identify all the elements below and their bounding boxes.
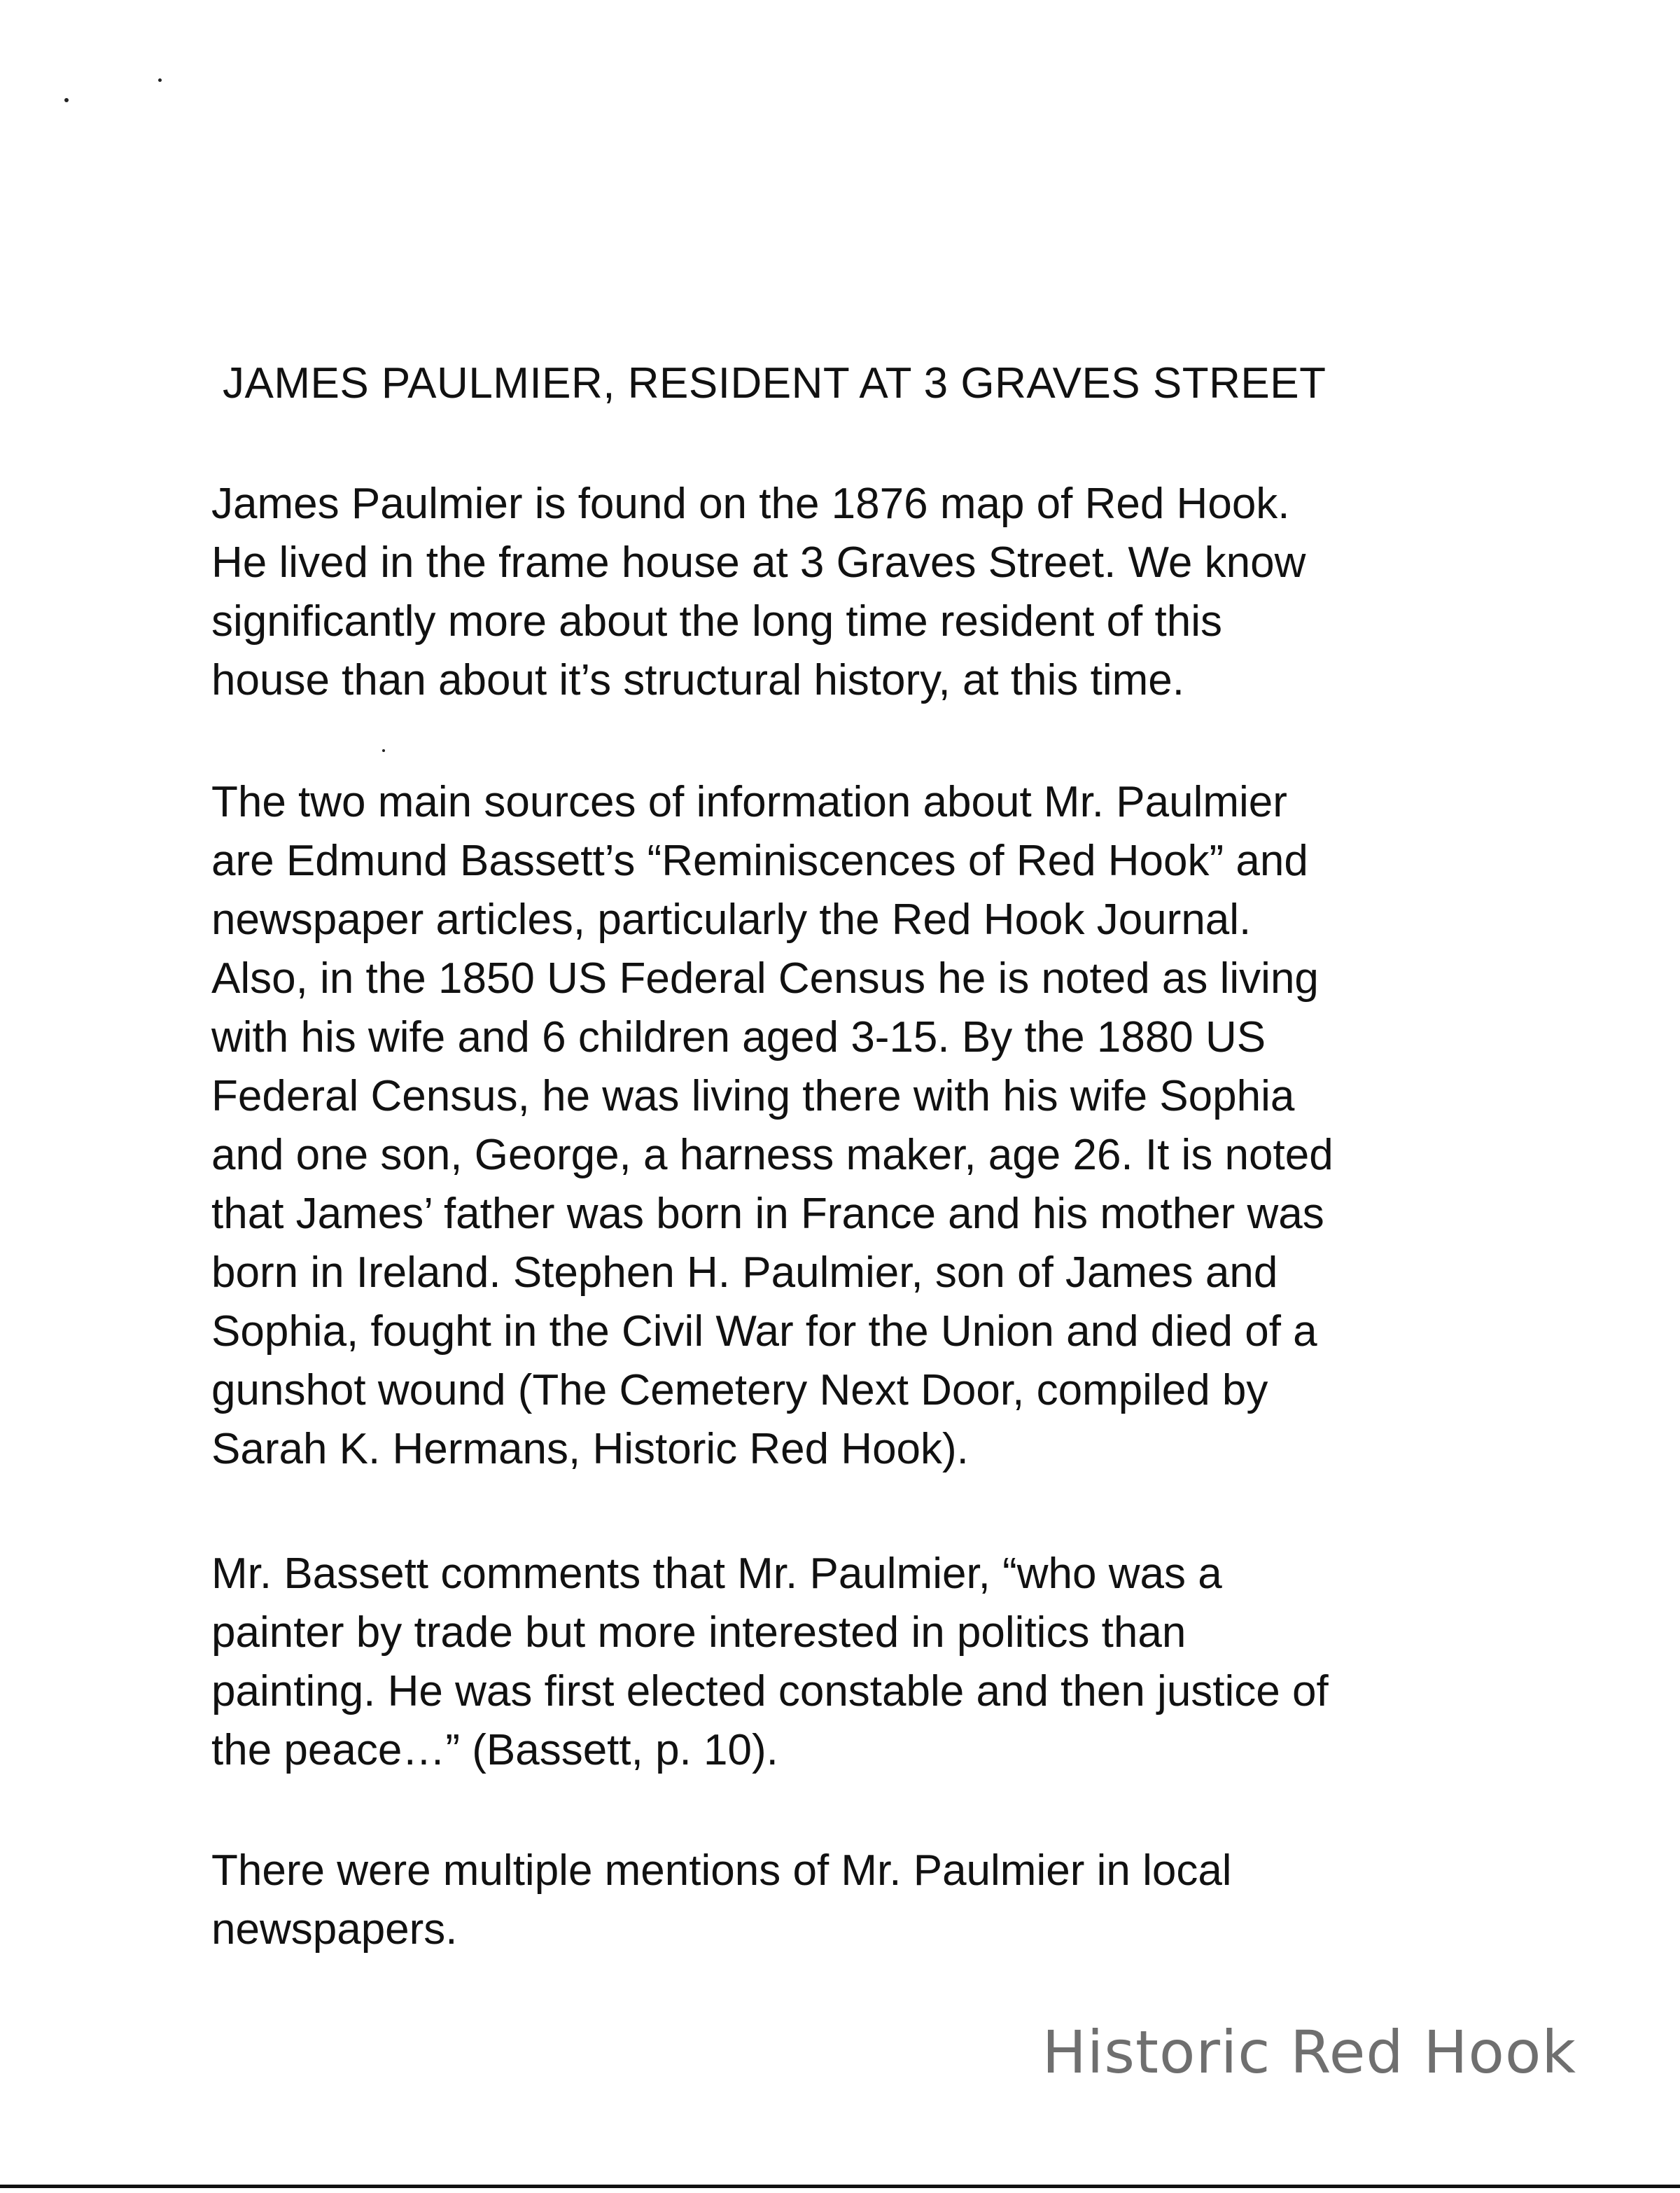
paragraph-line: James Paulmier is found on the 1876 map of Red Hook. <box>211 480 1290 528</box>
paragraph-newspapers <box>211 1842 1541 1959</box>
paragraph-line: the peace…” (Bassett, p. 10). <box>211 1726 778 1774</box>
paragraph-line: Federal Census, he was living there with his wife Sophia <box>211 1072 1295 1120</box>
paragraph-line: There were multiple mentions of Mr. Paulmier in local <box>211 1846 1232 1895</box>
paragraph-line: Also, in the 1850 US Federal Census he is noted as living <box>211 954 1319 1003</box>
paragraph-line: that James’ father was born in France and his mother was <box>211 1190 1324 1238</box>
document-title: JAMES PAULMIER, RESIDENT AT 3 GRAVES STREET <box>223 359 1326 408</box>
paragraph-intro <box>211 475 1541 710</box>
scan-speck <box>64 98 69 102</box>
paragraph-sources <box>211 773 1541 1479</box>
paragraph-line: painting. He was first elected constable and then justice of <box>211 1667 1329 1715</box>
paragraph-line: with his wife and 6 children aged 3-15. By the 1880 US <box>211 1013 1266 1061</box>
paragraph-line: newspaper articles, particularly the Red Hook Journal. <box>211 896 1252 944</box>
paragraph-line: born in Ireland. Stephen H. Paulmier, son of James and <box>211 1248 1278 1297</box>
paragraph-line: significantly more about the long time resident of this <box>211 597 1222 646</box>
paragraph-line: newspapers. <box>211 1905 458 1954</box>
scan-speck <box>382 749 385 752</box>
paragraph-line: gunshot wound (The Cemetery Next Door, compiled by <box>211 1366 1268 1414</box>
paragraph-line: are Edmund Bassett’s “Reminiscences of Red Hook” and <box>211 837 1308 885</box>
paragraph-line: painter by trade but more interested in politics than <box>211 1608 1186 1657</box>
paragraph-line: Sophia, fought in the Civil War for the Union and died of a <box>211 1307 1317 1356</box>
paragraph-line: The two main sources of information about Mr. Paulmier <box>211 778 1287 826</box>
paragraph-line: Mr. Bassett comments that Mr. Paulmier, “who was a <box>211 1550 1222 1598</box>
paragraph-line: Sarah K. Hermans, Historic Red Hook). <box>211 1425 969 1473</box>
paragraph-bassett-quote <box>211 1545 1541 1780</box>
paragraph-line: He lived in the frame house at 3 Graves Street. We know <box>211 538 1306 587</box>
page-bottom-border <box>0 2185 1680 2188</box>
scan-speck <box>158 78 162 82</box>
paragraph-line: and one son, George, a harness maker, age 26. It is noted <box>211 1131 1334 1179</box>
paragraph-line: house than about it’s structural history, at this time. <box>211 656 1184 704</box>
watermark: Historic Red Hook <box>1042 2018 1576 2087</box>
